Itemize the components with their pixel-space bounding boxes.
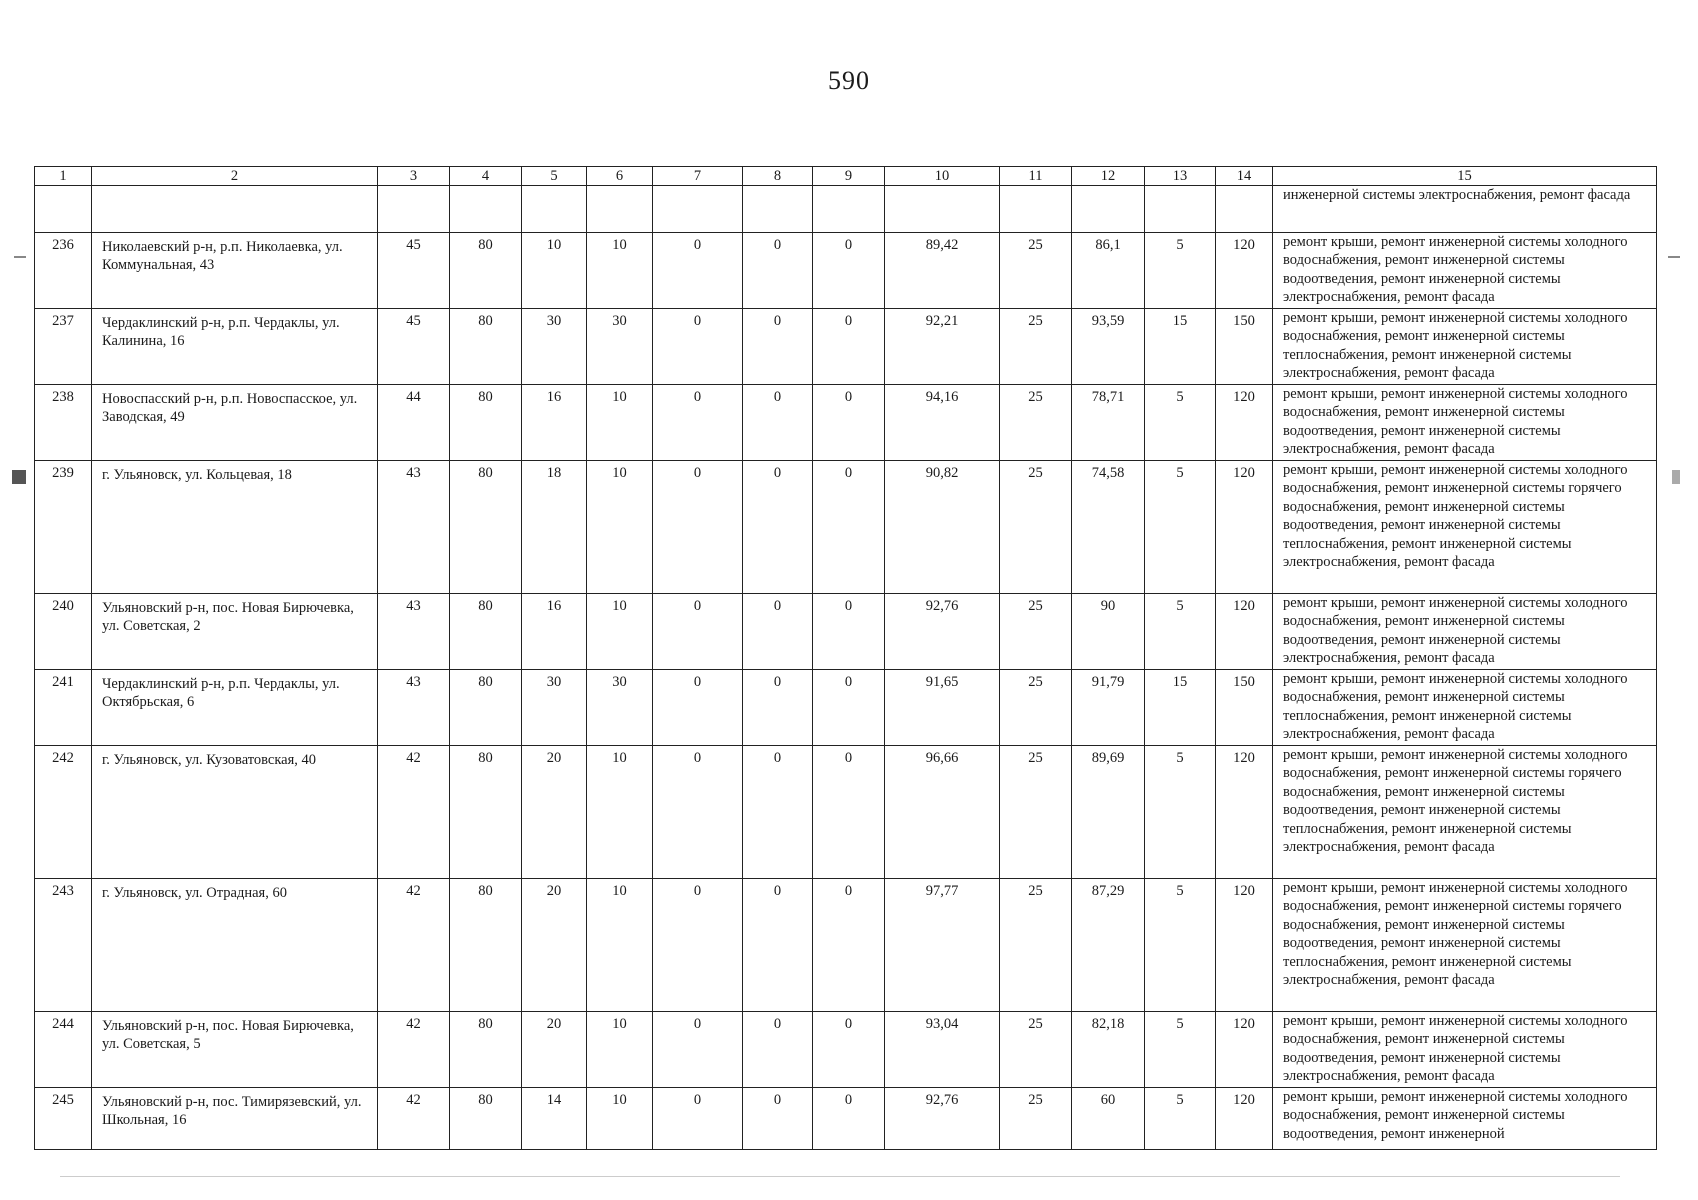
value-cell: 0	[653, 385, 743, 461]
value-cell: 20	[522, 1012, 587, 1088]
value-cell: 45	[378, 233, 450, 309]
value-cell: 0	[743, 746, 813, 879]
value-cell: 80	[450, 670, 522, 746]
value-cell: 94,16	[885, 385, 1000, 461]
value-cell: 20	[522, 879, 587, 1012]
value-cell: 80	[450, 461, 522, 594]
value-cell: 16	[522, 385, 587, 461]
table-row	[35, 461, 1657, 594]
address-cell: Ульяновский р-н, пос. Новая Бирючевка, ул. Советская, 5	[92, 1012, 378, 1088]
value-cell: 10	[522, 233, 587, 309]
value-cell: 10	[587, 746, 653, 879]
value-cell: 30	[587, 309, 653, 385]
value-cell: 0	[813, 746, 885, 879]
table-row	[35, 233, 1657, 309]
value-cell: 92,76	[885, 1088, 1000, 1150]
table-row	[35, 385, 1657, 461]
value-cell: 120	[1216, 1012, 1273, 1088]
value-cell: 120	[1216, 594, 1273, 670]
value-cell: 5	[1145, 233, 1216, 309]
value-cell: 120	[1216, 746, 1273, 879]
value-cell: 42	[378, 746, 450, 879]
value-cell: 0	[653, 879, 743, 1012]
works-cell: ремонт крыши, ремонт инженерной системы холодного водоснабжения, ремонт инженерной системы водоотведения, ремонт инженерной системы электроснабжения, ремонт фасада	[1273, 233, 1657, 309]
value-cell: 10	[587, 461, 653, 594]
scan-bottom-line	[60, 1176, 1620, 1177]
value-cell: 0	[743, 309, 813, 385]
value-cell: 120	[1216, 1088, 1273, 1150]
value-cell: 42	[378, 879, 450, 1012]
address-cell: Чердаклинский р-н, р.п. Чердаклы, ул. Калинина, 16	[92, 309, 378, 385]
value-cell: 10	[587, 1088, 653, 1150]
address-cell: Чердаклинский р-н, р.п. Чердаклы, ул. Октябрьская, 6	[92, 670, 378, 746]
value-cell: 150	[1216, 670, 1273, 746]
value-cell: 0	[653, 746, 743, 879]
value-cell: 43	[378, 670, 450, 746]
address-cell: Новоспасский р-н, р.п. Новоспасское, ул. Заводская, 49	[92, 385, 378, 461]
address-cell: Ульяновский р-н, пос. Новая Бирючевка, ул. Советская, 2	[92, 594, 378, 670]
value-cell: 10	[587, 879, 653, 1012]
value-cell: 43	[378, 594, 450, 670]
column-header: 1	[35, 167, 92, 186]
value-cell: 0	[813, 233, 885, 309]
value-cell: 30	[522, 670, 587, 746]
row-id: 239	[35, 461, 92, 594]
value-cell: 74,58	[1072, 461, 1145, 594]
value-cell: 0	[743, 879, 813, 1012]
column-header: 14	[1216, 167, 1273, 186]
value-cell: 5	[1145, 385, 1216, 461]
value-cell: 10	[587, 233, 653, 309]
column-header: 8	[743, 167, 813, 186]
value-cell: 42	[378, 1088, 450, 1150]
value-cell: 80	[450, 746, 522, 879]
value-cell: 0	[743, 1088, 813, 1150]
value-cell: 82,18	[1072, 1012, 1145, 1088]
value-cell: 0	[813, 1088, 885, 1150]
value-cell: 92,21	[885, 309, 1000, 385]
value-cell: 80	[450, 1012, 522, 1088]
scan-margin-mark-right	[1668, 256, 1680, 258]
row-id: 237	[35, 309, 92, 385]
value-cell: 16	[522, 594, 587, 670]
column-header: 10	[885, 167, 1000, 186]
value-cell: 78,71	[1072, 385, 1145, 461]
column-header: 15	[1273, 167, 1657, 186]
table-row	[35, 670, 1657, 746]
value-cell: 0	[743, 461, 813, 594]
value-cell: 25	[1000, 746, 1072, 879]
value-cell: 87,29	[1072, 879, 1145, 1012]
value-cell: 25	[1000, 1012, 1072, 1088]
value-cell: 0	[743, 594, 813, 670]
value-cell: 90	[1072, 594, 1145, 670]
value-cell: 0	[813, 594, 885, 670]
column-header: 9	[813, 167, 885, 186]
row-id: 236	[35, 233, 92, 309]
value-cell: 5	[1145, 461, 1216, 594]
table-row	[35, 746, 1657, 879]
value-cell: 10	[587, 385, 653, 461]
works-cell: ремонт крыши, ремонт инженерной системы холодного водоснабжения, ремонт инженерной системы горячего водоснабжения, ремонт инженерной системы водоотведения, ремонт инженерной системы теплоснабжения, ремонт инженерной системы электроснабжения, ремонт фасада	[1273, 746, 1657, 879]
value-cell: 120	[1216, 385, 1273, 461]
value-cell: 120	[1216, 461, 1273, 594]
value-cell: 15	[1145, 309, 1216, 385]
row-id: 241	[35, 670, 92, 746]
address-cell: г. Ульяновск, ул. Кузоватовская, 40	[92, 746, 378, 879]
value-cell: 0	[743, 670, 813, 746]
column-header: 12	[1072, 167, 1145, 186]
value-cell: 0	[653, 594, 743, 670]
value-cell: 90,82	[885, 461, 1000, 594]
value-cell: 5	[1145, 1088, 1216, 1150]
column-header: 3	[378, 167, 450, 186]
value-cell: 97,77	[885, 879, 1000, 1012]
value-cell: 0	[813, 385, 885, 461]
value-cell: 0	[653, 309, 743, 385]
value-cell: 25	[1000, 233, 1072, 309]
value-cell: 0	[653, 1012, 743, 1088]
row-id: 244	[35, 1012, 92, 1088]
value-cell: 120	[1216, 233, 1273, 309]
works-cell: ремонт крыши, ремонт инженерной системы холодного водоснабжения, ремонт инженерной системы горячего водоснабжения, ремонт инженерной системы водоотведения, ремонт инженерной системы теплоснабжения, ремонт инженерной системы электроснабжения, ремонт фасада	[1273, 879, 1657, 1012]
works-cell: ремонт крыши, ремонт инженерной системы холодного водоснабжения, ремонт инженерной системы теплоснабжения, ремонт инженерной системы электроснабжения, ремонт фасада	[1273, 670, 1657, 746]
works-cell: ремонт крыши, ремонт инженерной системы холодного водоснабжения, ремонт инженерной системы водоотведения, ремонт инженерной системы электроснабжения, ремонт фасада	[1273, 594, 1657, 670]
value-cell: 96,66	[885, 746, 1000, 879]
value-cell: 5	[1145, 594, 1216, 670]
value-cell: 0	[813, 1012, 885, 1088]
table-row	[35, 1012, 1657, 1088]
value-cell: 80	[450, 1088, 522, 1150]
works-cell: ремонт крыши, ремонт инженерной системы холодного водоснабжения, ремонт инженерной системы водоотведения, ремонт инженерной	[1273, 1088, 1657, 1150]
value-cell: 0	[813, 879, 885, 1012]
column-header: 13	[1145, 167, 1216, 186]
row-id: 238	[35, 385, 92, 461]
value-cell: 0	[653, 461, 743, 594]
table-row	[35, 879, 1657, 1012]
column-header: 11	[1000, 167, 1072, 186]
value-cell: 25	[1000, 879, 1072, 1012]
value-cell: 60	[1072, 1088, 1145, 1150]
value-cell: 25	[1000, 461, 1072, 594]
row-id: 240	[35, 594, 92, 670]
scan-margin-mark-left	[12, 470, 26, 484]
value-cell: 0	[743, 233, 813, 309]
value-cell: 44	[378, 385, 450, 461]
address-cell: г. Ульяновск, ул. Кольцевая, 18	[92, 461, 378, 594]
value-cell: 5	[1145, 879, 1216, 1012]
value-cell: 14	[522, 1088, 587, 1150]
value-cell: 93,04	[885, 1012, 1000, 1088]
value-cell: 80	[450, 385, 522, 461]
value-cell: 89,69	[1072, 746, 1145, 879]
column-number-header-row	[35, 167, 1657, 186]
value-cell: 150	[1216, 309, 1273, 385]
table-row	[35, 1088, 1657, 1150]
value-cell: 0	[743, 385, 813, 461]
value-cell: 10	[587, 1012, 653, 1088]
value-cell: 0	[653, 1088, 743, 1150]
works-cell: ремонт крыши, ремонт инженерной системы холодного водоснабжения, ремонт инженерной системы водоотведения, ремонт инженерной системы электроснабжения, ремонт фасада	[1273, 385, 1657, 461]
works-cell: ремонт крыши, ремонт инженерной системы холодного водоснабжения, ремонт инженерной системы теплоснабжения, ремонт инженерной системы электроснабжения, ремонт фасада	[1273, 309, 1657, 385]
value-cell: 43	[378, 461, 450, 594]
value-cell: 45	[378, 309, 450, 385]
value-cell: 0	[653, 670, 743, 746]
table-row	[35, 309, 1657, 385]
value-cell: 92,76	[885, 594, 1000, 670]
value-cell: 0	[813, 309, 885, 385]
value-cell: 89,42	[885, 233, 1000, 309]
value-cell: 0	[813, 461, 885, 594]
column-header: 5	[522, 167, 587, 186]
row-id: 242	[35, 746, 92, 879]
row-id: 243	[35, 879, 92, 1012]
value-cell: 10	[587, 594, 653, 670]
value-cell: 93,59	[1072, 309, 1145, 385]
value-cell: 80	[450, 309, 522, 385]
address-cell: Николаевский р-н, р.п. Николаевка, ул. Коммунальная, 43	[92, 233, 378, 309]
address-cell: г. Ульяновск, ул. Отрадная, 60	[92, 879, 378, 1012]
value-cell: 91,65	[885, 670, 1000, 746]
scan-margin-mark-right	[1672, 470, 1680, 484]
value-cell: 5	[1145, 746, 1216, 879]
value-cell: 0	[813, 670, 885, 746]
value-cell: 25	[1000, 670, 1072, 746]
value-cell: 91,79	[1072, 670, 1145, 746]
scan-margin-mark-left	[14, 256, 26, 258]
repair-program-table	[34, 166, 1657, 1150]
repair-program-table-wrap	[34, 166, 1656, 1150]
value-cell: 86,1	[1072, 233, 1145, 309]
value-cell: 25	[1000, 1088, 1072, 1150]
column-header: 4	[450, 167, 522, 186]
value-cell: 0	[653, 233, 743, 309]
value-cell: 42	[378, 1012, 450, 1088]
value-cell: 18	[522, 461, 587, 594]
column-header: 7	[653, 167, 743, 186]
value-cell: 30	[522, 309, 587, 385]
page-number: 590	[828, 66, 870, 95]
address-cell: Ульяновский р-н, пос. Тимирязевский, ул. Школьная, 16	[92, 1088, 378, 1150]
column-header: 2	[92, 167, 378, 186]
value-cell: 120	[1216, 879, 1273, 1012]
works-cell: ремонт крыши, ремонт инженерной системы холодного водоснабжения, ремонт инженерной системы водоотведения, ремонт инженерной системы электроснабжения, ремонт фасада	[1273, 1012, 1657, 1088]
table-row	[35, 594, 1657, 670]
value-cell: 80	[450, 233, 522, 309]
works-cell: ремонт крыши, ремонт инженерной системы холодного водоснабжения, ремонт инженерной системы горячего водоснабжения, ремонт инженерной системы водоотведения, ремонт инженерной системы теплоснабжения, ремонт инженерной системы электроснабжения, ремонт фасада	[1273, 461, 1657, 594]
column-header: 6	[587, 167, 653, 186]
works-cell: инженерной системы электроснабжения, ремонт фасада	[1273, 186, 1657, 233]
value-cell: 25	[1000, 309, 1072, 385]
value-cell: 20	[522, 746, 587, 879]
value-cell: 30	[587, 670, 653, 746]
value-cell: 25	[1000, 385, 1072, 461]
row-id: 245	[35, 1088, 92, 1150]
value-cell: 0	[743, 1012, 813, 1088]
value-cell: 15	[1145, 670, 1216, 746]
value-cell: 25	[1000, 594, 1072, 670]
value-cell: 80	[450, 879, 522, 1012]
value-cell: 5	[1145, 1012, 1216, 1088]
continuation-row	[35, 186, 1657, 233]
value-cell: 80	[450, 594, 522, 670]
